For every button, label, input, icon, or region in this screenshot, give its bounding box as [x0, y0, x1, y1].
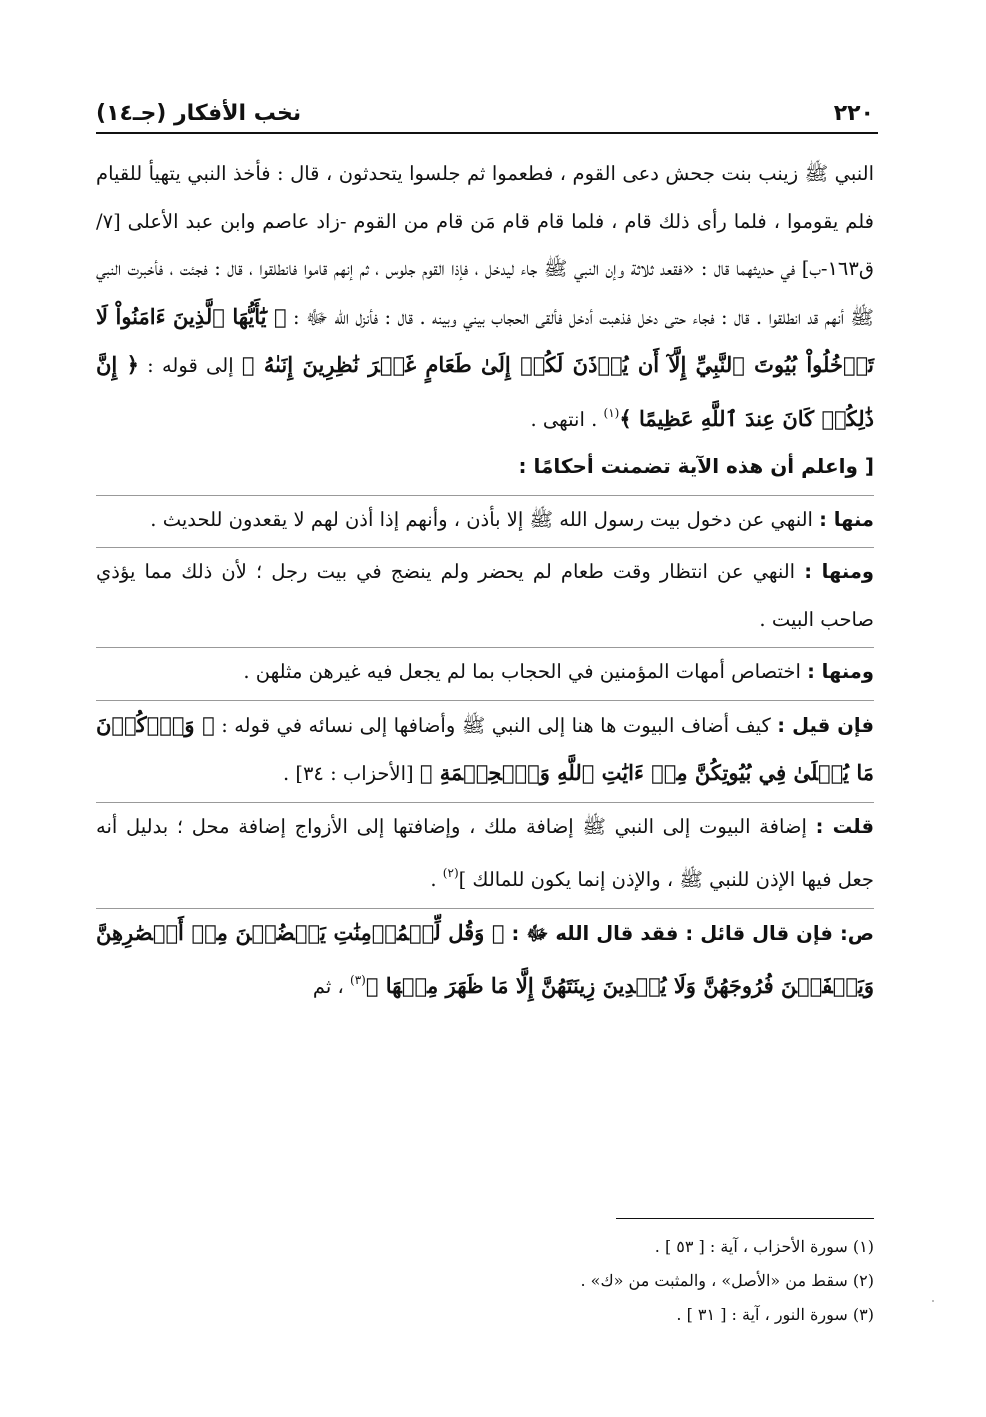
footnote-item: (٢) سقط من «الأصل» ، والمثبت من «ك» .: [580, 1271, 874, 1290]
footnote-rule: [616, 1218, 874, 1219]
paragraph-text: النهي عن دخول بيت رسول الله ﷺ إلا بأذن ، وأنهم إذا أذن لهم لا يقعدون للحديث .: [150, 507, 820, 531]
footnote-ref: (٢): [442, 866, 459, 880]
verse-citation: [الأحزاب : ٣٤] .: [282, 762, 420, 785]
page-header: [96, 86, 874, 126]
paragraph-text: النهي عن انتظار وقت طعام لم يحضر ولم ينضج في بيت رجل ؛ لأن ذلك مما يؤذي صاحب البيت .: [96, 560, 874, 631]
paragraph-ruling-2: [96, 548, 874, 643]
lead-text: ص: فإن قال قائل : فقد قال الله ﷻ :: [504, 921, 874, 945]
main-text: [96, 150, 874, 1011]
footnote-item: (١) سورة الأحزاب ، آية : [ ٥٣ ] .: [654, 1237, 874, 1256]
quran-verse: ﴿ يَٰٓأَيُّهَا ٱلَّذِينَ ءَامَنُواْ لَا تَدۡخُلُواْ بُيُوتَ ٱلنَّبِيِّ إِلَّآ أَن يُؤۡذَنَ لَكُمۡ إِلَىٰ طَعَامٍ غَيۡرَ نَٰظِرِينَ إِنَىٰهُ ﴾: [96, 303, 874, 377]
paragraph-answer: [96, 803, 874, 904]
lead-word: منها :: [819, 507, 874, 531]
closing-text: .: [430, 868, 443, 891]
lead-word: فإن قيل :: [777, 713, 875, 737]
footnotes: [96, 1230, 874, 1332]
page-number: ٢٢٠: [833, 101, 874, 126]
quran-verse: ﴿ وَٱذۡكُرۡنَ مَا يُتۡلَىٰ فِي بُيُوتِكُنَّ مِنۡ ءَايَٰتِ ٱللَّهِ وَٱلۡحِكۡمَةِ ﴾: [96, 711, 874, 785]
paragraph-text: كيف أضاف البيوت ها هنا إلى النبي ﷺ وأضافها إلى نسائه في قوله :: [214, 713, 778, 737]
footnote-ref: (٣): [350, 973, 366, 987]
book-title: نخب الأفكار (جـ١٤): [96, 101, 302, 126]
hadith-text: النبي ﷺ زينب بنت جحش دعى القوم ، فطعموا ثم جلسوا يتحدثون ، قال : فأخذ النبي يتهيأ للقيام فلم يقوموا ، فلما رأى ذلك قام ، فلما قام قام مَن قام من القوم -زاد عاصم وابن عبد الأعلى [٧/ق١٦٣-ب] في حديثهما قال : «فقعد ثلاثة وإن النبي ﷺ جاء ليدخل ، فإذا القوم جلوس ، ثم إنهم قاموا فانطلقوا ، قال : فجئت ، فأخبرت النبي ﷺ أنهم قد انطلقوا . قال : فجاء حتى دخل فذهبت أدخل فألقى الحجاب بيني وبينه . قال : فأنزل الله ﷻ :: [96, 162, 874, 329]
paragraph-question: [96, 701, 874, 798]
closing-text: ، ثم: [312, 975, 351, 998]
closing-text: . انتهى .: [530, 407, 604, 431]
lead-word: ومنها :: [804, 560, 875, 583]
footnote-item: (٣) سورة النور ، آية : [ ٣١ ] .: [676, 1305, 874, 1324]
paragraph-ruling-1: [96, 496, 874, 544]
header-rule: [96, 132, 878, 134]
quran-verse: ﴿ إِنَّ ذَٰلِكُمۡ كَانَ عِندَ ٱللَّهِ عَظِيمًا ﴾: [96, 352, 874, 431]
lead-word: ومنها :: [807, 660, 874, 683]
paragraph-objection: [96, 909, 874, 1011]
scan-speck: [932, 1300, 934, 1302]
paragraph-hadith: [96, 150, 874, 443]
paragraph-text: اختصاص أمهات المؤمنين في الحجاب بما لم يجعل فيه غيرهن مثلهن .: [243, 660, 808, 683]
lead-word: قلت :: [815, 814, 874, 838]
quran-verse: ﴿ وَقُل لِّلۡمُؤۡمِنَٰتِ يَغۡضُضۡنَ مِنۡ أَبۡصَٰرِهِنَّ وَيَحۡفَظۡنَ فُرُوجَهُنَّ وَلَا يُبۡدِينَ زِينَتَهُنَّ إِلَّا مَا ظَهَرَ مِنۡهَا ﴾: [96, 919, 874, 998]
footnote-ref: (١): [603, 405, 620, 420]
paragraph-ruling-3: [96, 648, 874, 696]
transition-text: إلى قوله :: [138, 354, 242, 377]
section-title: [ واعلم أن هذه الآية تضمنت أحكامًا :: [518, 454, 874, 478]
paragraph-text: إضافة البيوت إلى النبي ﷺ إضافة ملك ، وإضافتها إلى الأزواج إضافة محل ؛ بدليل أنه جعل فيها الإذن للنبي ﷺ ، والإذن إنما يكون للمالك ]: [96, 814, 874, 891]
